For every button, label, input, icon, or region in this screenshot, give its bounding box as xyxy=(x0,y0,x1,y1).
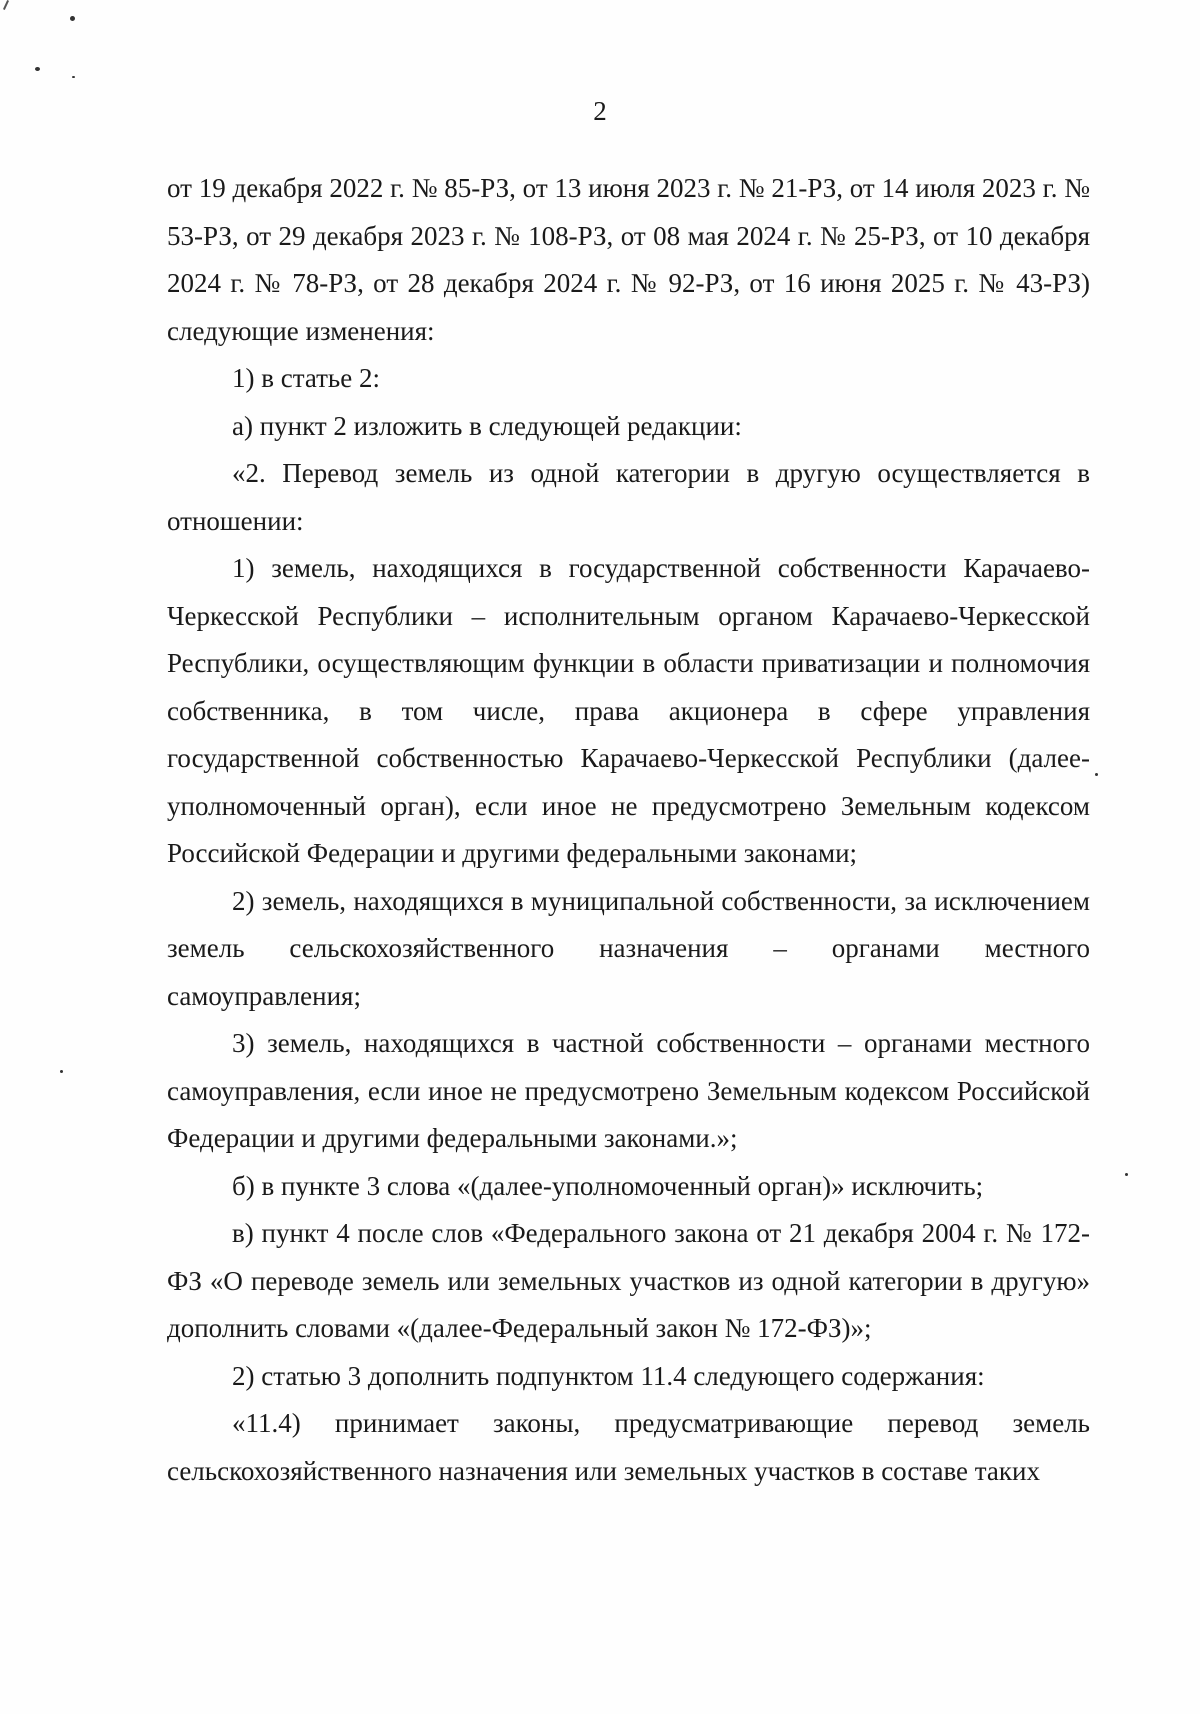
paragraph-subitem-a: а) пункт 2 изложить в следующей редакции: xyxy=(232,410,742,441)
paragraph-clause-2-item-1: 1) земель, находящихся в государственной собственности Карачаево-Черкесской Республики – исполнительным органом Карачаево-Черкесской Республики, осуществляющим функции в области приватизации и полномочия собственника, в том числе, права акционера в сфере управления государственной собственностью Карачаево-Черкесской Республики (далее-уполномоченный орган), если иное не предусмотрено Земельным кодексом Российской Федерации и другими федеральными законами; xyxy=(167,553,1090,868)
paragraph-quote-clause-2: «2. Перевод земель из одной категории в другую осуществляется в отношении: xyxy=(167,458,1090,536)
scan-mark xyxy=(3,0,9,10)
page-number: 2 xyxy=(593,96,607,126)
scan-speck xyxy=(72,76,75,78)
paragraph-clause-2-item-2: 2) земель, находящихся в муниципальной собственности, за исключением земель сельскохозяйственного назначения – органами местного самоуправления; xyxy=(167,885,1090,1011)
paragraph-item-1-article-2: 1) в статье 2: xyxy=(232,363,380,393)
paragraph-item-2-article-3: 2) статью 3 дополнить подпунктом 11.4 следующего содержания: xyxy=(232,1360,985,1391)
paragraph-quote-clause-11-4: «11.4) принимает законы, предусматривающие перевод земель сельскохозяйственного назначения или земельных участков в составе таких xyxy=(167,1408,1090,1486)
scan-speck xyxy=(1125,1173,1128,1176)
scan-speck xyxy=(1095,773,1098,776)
scan-speck xyxy=(35,67,40,71)
paragraph-clause-2-item-3: 3) земель, находящихся в частной собственности – органами местного самоуправления, если иное не предусмотрено Земельным кодексом Российской Федерации и другими федеральными законами.»; xyxy=(167,1028,1090,1153)
paragraph-subitem-v: в) пункт 4 после слов «Федерального закона от 21 декабря 2004 г. № 172-ФЗ «О переводе земель или земельных участков из одной категории в другую» дополнить словами «(далее-Федеральный закон № 172-ФЗ)»; xyxy=(167,1218,1090,1343)
document-body xyxy=(167,165,1090,1495)
scan-speck xyxy=(60,1070,63,1073)
paragraph-amended-laws-list: от 19 декабря 2022 г. № 85-РЗ, от 13 июня 2023 г. № 21-РЗ, от 14 июля 2023 г. № 53-РЗ, от 29 декабря 2023 г. № 108-РЗ, от 08 мая 2024 г. № 25-РЗ, от 10 декабря 2024 г. № 78-РЗ, от 28 декабря 2024 г. № 92-РЗ, от 16 июня 2025 г. № 43-РЗ) следующие изменения: xyxy=(167,173,1090,346)
paragraph-subitem-b: б) в пункте 3 слова «(далее-уполномоченный орган)» исключить; xyxy=(232,1170,984,1201)
scan-speck xyxy=(70,16,75,21)
